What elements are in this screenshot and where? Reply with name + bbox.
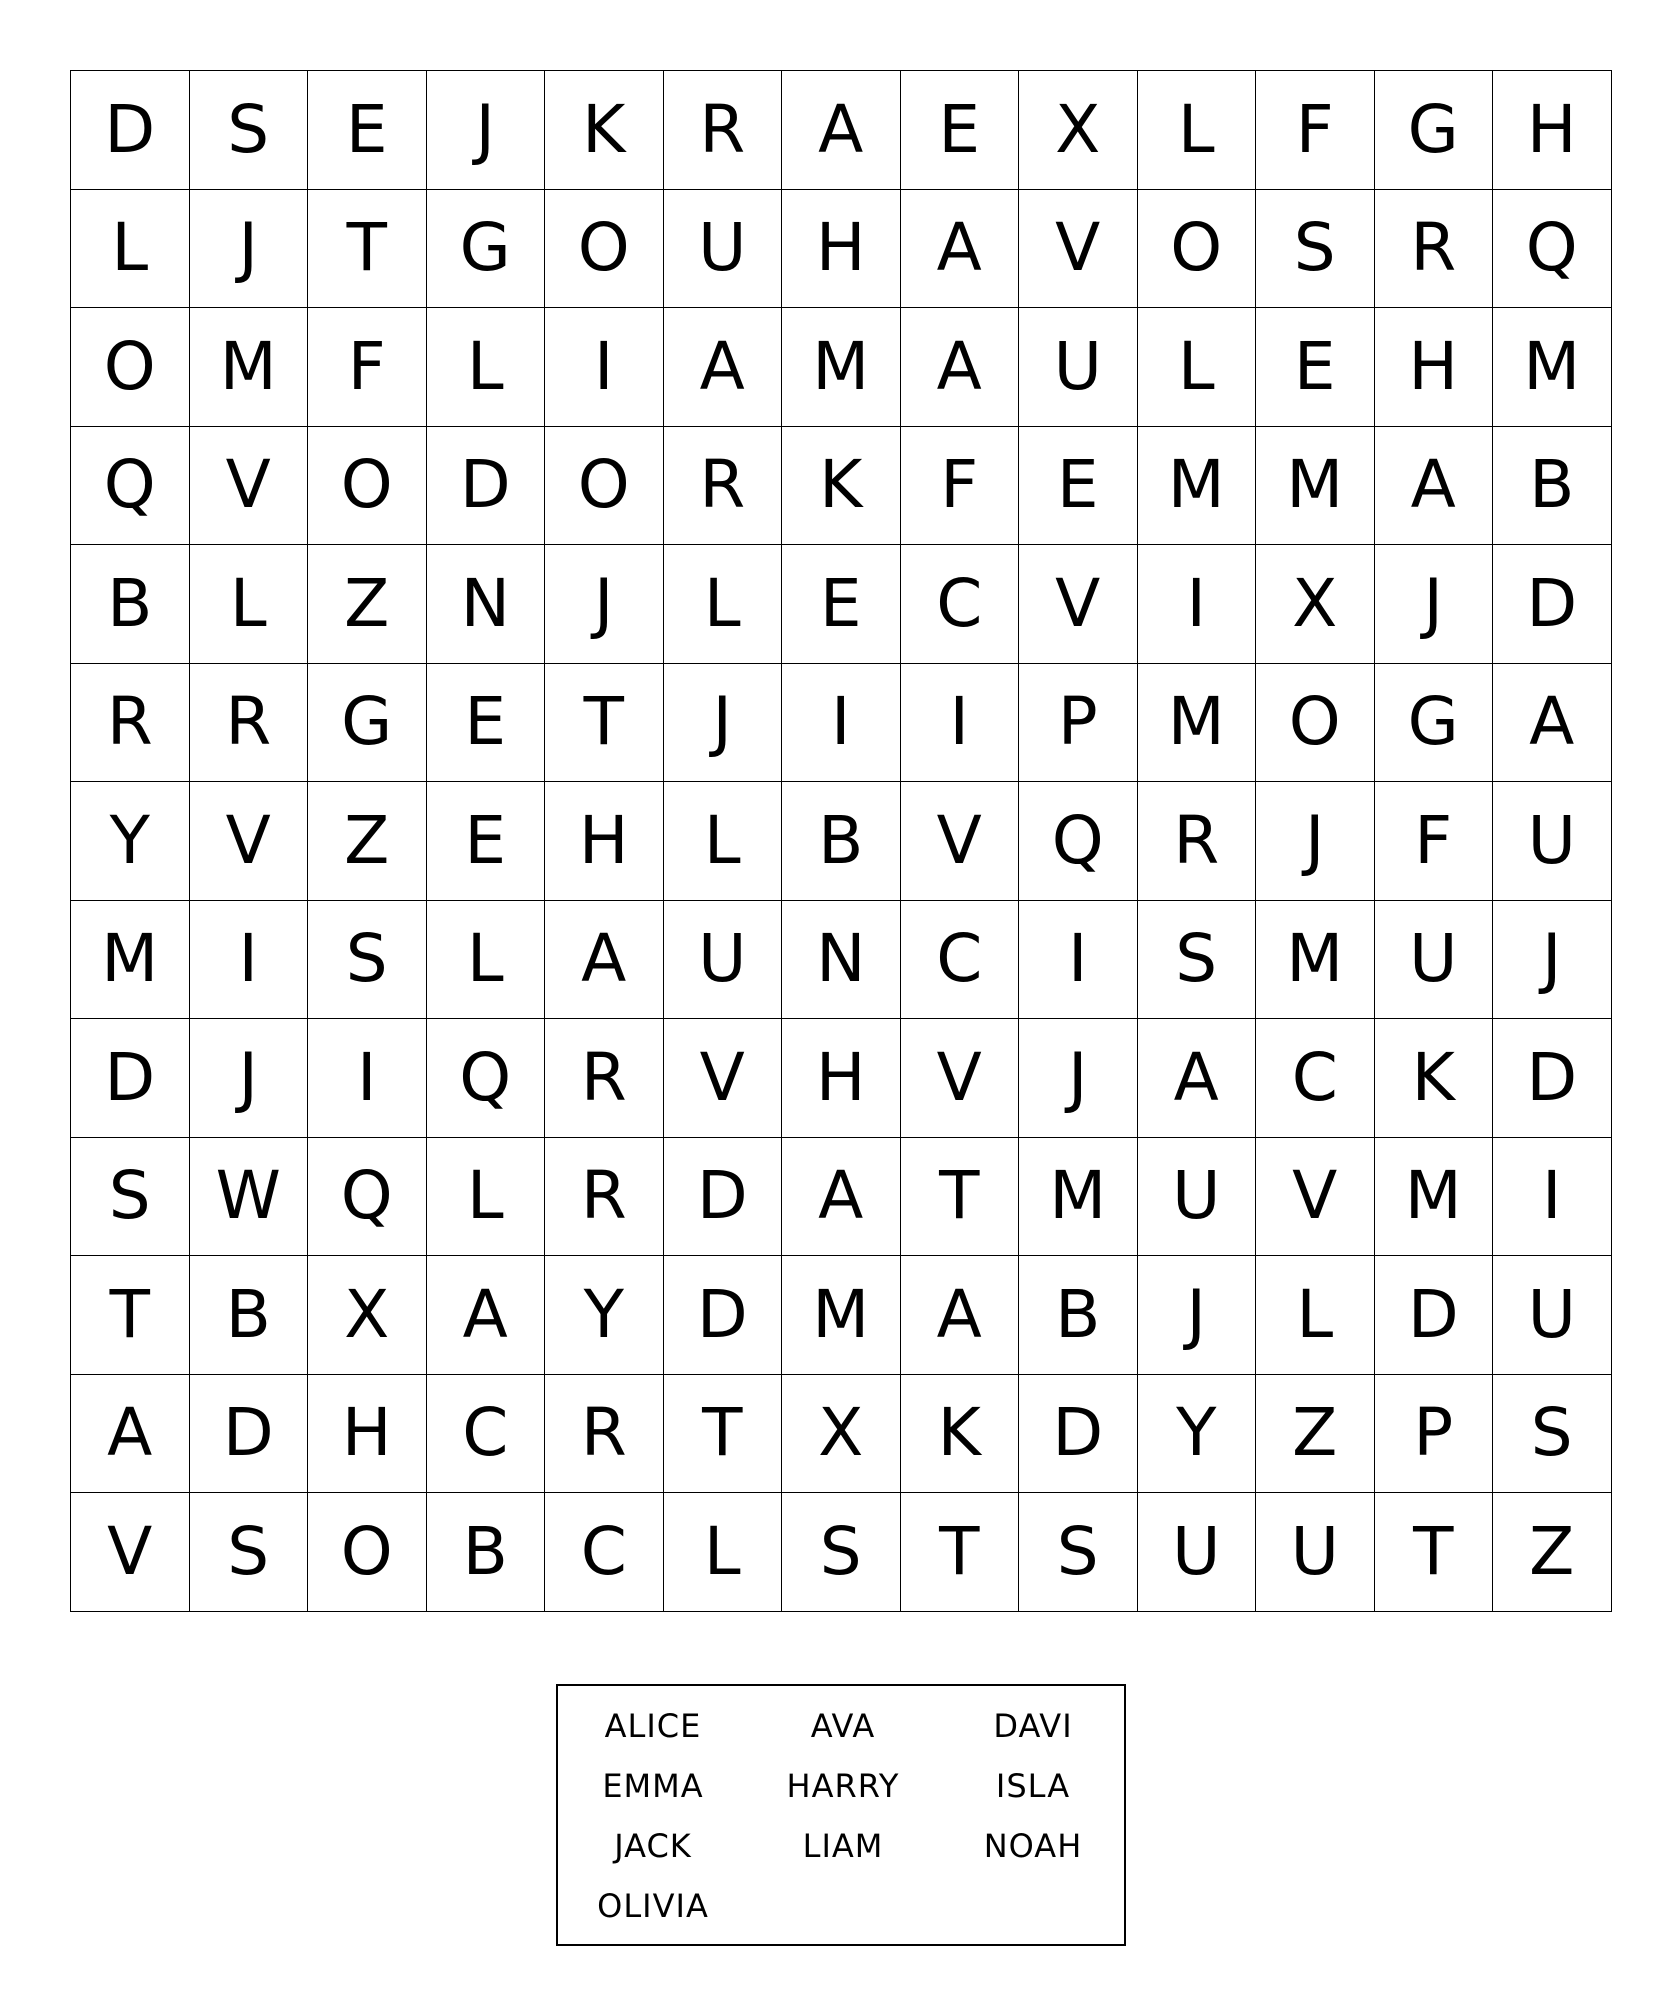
grid-cell[interactable]: Z (1493, 1493, 1612, 1612)
grid-cell[interactable]: L (1138, 71, 1257, 190)
grid-cell[interactable]: H (1375, 308, 1494, 427)
grid-cell[interactable]: C (427, 1375, 546, 1494)
grid-cell[interactable]: I (782, 664, 901, 783)
grid-cell[interactable]: L (1256, 1256, 1375, 1375)
grid-cell[interactable]: K (782, 427, 901, 546)
grid-cell[interactable]: B (71, 545, 190, 664)
grid-cell[interactable]: J (427, 71, 546, 190)
grid-cell[interactable]: F (1256, 71, 1375, 190)
grid-cell[interactable]: R (664, 427, 783, 546)
grid-cell[interactable]: W (190, 1138, 309, 1257)
word-bank-item: DAVI (993, 1707, 1073, 1745)
grid-cell[interactable]: V (1019, 545, 1138, 664)
grid-cell[interactable]: C (1256, 1019, 1375, 1138)
grid-cell[interactable]: A (901, 308, 1020, 427)
grid-cell[interactable]: A (901, 190, 1020, 309)
grid-cell[interactable]: T (1375, 1493, 1494, 1612)
grid-cell[interactable]: M (1138, 427, 1257, 546)
grid-cell[interactable]: B (1019, 1256, 1138, 1375)
grid-cell[interactable]: H (1493, 71, 1612, 190)
grid-cell[interactable]: V (190, 782, 309, 901)
grid-cell[interactable]: T (71, 1256, 190, 1375)
grid-cell[interactable]: E (308, 71, 427, 190)
grid-cell[interactable]: G (1375, 664, 1494, 783)
grid-cell[interactable]: T (308, 190, 427, 309)
grid-cell[interactable]: U (1138, 1493, 1257, 1612)
grid-cell[interactable]: P (1375, 1375, 1494, 1494)
grid-cell[interactable]: E (427, 664, 546, 783)
grid-cell[interactable]: J (1019, 1019, 1138, 1138)
grid-cell[interactable]: D (427, 427, 546, 546)
grid-cell[interactable]: Q (1493, 190, 1612, 309)
grid-cell[interactable]: J (1138, 1256, 1257, 1375)
grid-cell[interactable]: O (1138, 190, 1257, 309)
grid-cell[interactable]: D (1375, 1256, 1494, 1375)
grid-cell[interactable]: Z (308, 545, 427, 664)
grid-cell[interactable]: S (190, 71, 309, 190)
grid-cell[interactable]: L (427, 1138, 546, 1257)
grid-cell[interactable]: Q (71, 427, 190, 546)
grid-cell[interactable]: O (308, 1493, 427, 1612)
grid-cell[interactable]: V (901, 1019, 1020, 1138)
grid-cell[interactable]: R (545, 1019, 664, 1138)
grid-cell[interactable]: X (782, 1375, 901, 1494)
grid-cell[interactable]: K (545, 71, 664, 190)
grid-cell[interactable]: J (545, 545, 664, 664)
grid-cell[interactable]: A (782, 1138, 901, 1257)
grid-cell[interactable]: J (190, 1019, 309, 1138)
grid-cell[interactable]: J (1256, 782, 1375, 901)
grid-cell[interactable]: L (664, 545, 783, 664)
grid-cell[interactable]: M (1256, 901, 1375, 1020)
grid-cell[interactable]: U (664, 901, 783, 1020)
grid-cell[interactable]: I (1138, 545, 1257, 664)
grid-cell[interactable]: R (1375, 190, 1494, 309)
grid-cell[interactable]: P (1019, 664, 1138, 783)
grid-cell[interactable]: D (1019, 1375, 1138, 1494)
grid-cell[interactable]: V (1019, 190, 1138, 309)
grid-cell[interactable]: M (1493, 308, 1612, 427)
grid-cell[interactable]: U (1256, 1493, 1375, 1612)
grid-cell[interactable]: A (427, 1256, 546, 1375)
word-bank-item: OLIVIA (597, 1887, 709, 1925)
grid-cell[interactable]: E (782, 545, 901, 664)
grid-cell[interactable]: J (664, 664, 783, 783)
grid-cell[interactable]: L (427, 308, 546, 427)
grid-cell[interactable]: J (190, 190, 309, 309)
grid-cell[interactable]: B (1493, 427, 1612, 546)
grid-cell[interactable]: M (190, 308, 309, 427)
grid-cell[interactable]: G (1375, 71, 1494, 190)
grid-cell[interactable]: M (1138, 664, 1257, 783)
word-bank (556, 1684, 1126, 1946)
grid-cell[interactable]: Z (308, 782, 427, 901)
grid-cell[interactable]: Q (1019, 782, 1138, 901)
grid-cell[interactable]: S (71, 1138, 190, 1257)
grid-cell[interactable]: F (308, 308, 427, 427)
grid-cell[interactable]: K (901, 1375, 1020, 1494)
grid-cell[interactable]: D (1493, 545, 1612, 664)
grid-cell[interactable]: T (545, 664, 664, 783)
grid-cell[interactable]: B (427, 1493, 546, 1612)
grid-cell[interactable]: X (308, 1256, 427, 1375)
grid-cell[interactable]: A (782, 71, 901, 190)
grid-cell[interactable]: V (1256, 1138, 1375, 1257)
grid-cell[interactable]: L (71, 190, 190, 309)
grid-cell[interactable]: A (664, 308, 783, 427)
grid-cell[interactable]: D (1493, 1019, 1612, 1138)
grid-cell[interactable]: R (545, 1138, 664, 1257)
grid-cell[interactable]: E (1019, 427, 1138, 546)
grid-cell[interactable]: D (664, 1256, 783, 1375)
grid-cell[interactable]: U (664, 190, 783, 309)
grid-cell[interactable]: M (782, 308, 901, 427)
grid-cell[interactable]: O (545, 427, 664, 546)
grid-cell[interactable]: E (427, 782, 546, 901)
grid-cell[interactable]: U (1138, 1138, 1257, 1257)
grid-cell[interactable]: O (545, 190, 664, 309)
grid-cell[interactable]: X (1019, 71, 1138, 190)
word-bank-item: NOAH (983, 1827, 1083, 1865)
grid-cell[interactable]: G (308, 664, 427, 783)
grid-cell[interactable]: T (901, 1138, 1020, 1257)
grid-cell[interactable]: R (1138, 782, 1257, 901)
grid-cell[interactable]: T (901, 1493, 1020, 1612)
grid-cell[interactable]: M (71, 901, 190, 1020)
grid-cell[interactable]: A (1138, 1019, 1257, 1138)
grid-cell[interactable]: M (1019, 1138, 1138, 1257)
grid-cell[interactable]: L (1138, 308, 1257, 427)
grid-cell[interactable]: A (1493, 664, 1612, 783)
grid-cell[interactable]: A (545, 901, 664, 1020)
grid-cell[interactable]: S (782, 1493, 901, 1612)
grid-cell[interactable]: X (1256, 545, 1375, 664)
grid-cell[interactable]: U (1493, 782, 1612, 901)
grid-cell[interactable]: L (190, 545, 309, 664)
grid-cell[interactable]: F (1375, 782, 1494, 901)
word-bank-item: HARRY (786, 1767, 900, 1805)
grid-cell[interactable]: S (1138, 901, 1257, 1020)
grid-cell[interactable]: V (71, 1493, 190, 1612)
word-bank-item: ISLA (995, 1767, 1071, 1805)
grid-cell[interactable]: N (782, 901, 901, 1020)
grid-cell[interactable]: R (545, 1375, 664, 1494)
grid-cell[interactable]: F (901, 427, 1020, 546)
word-bank-item: JACK (614, 1827, 692, 1865)
grid-cell[interactable]: U (1493, 1256, 1612, 1375)
grid-cell[interactable]: H (545, 782, 664, 901)
grid-cell[interactable]: C (901, 545, 1020, 664)
grid-cell[interactable]: A (1375, 427, 1494, 546)
grid-cell[interactable]: I (901, 664, 1020, 783)
grid-cell[interactable]: L (664, 1493, 783, 1612)
grid-cell[interactable]: V (664, 1019, 783, 1138)
grid-cell[interactable]: Y (545, 1256, 664, 1375)
grid-cell[interactable]: D (71, 1019, 190, 1138)
word-bank-item: ALICE (604, 1707, 702, 1745)
grid-cell[interactable]: S (308, 901, 427, 1020)
grid-cell[interactable]: I (545, 308, 664, 427)
grid-cell[interactable]: M (782, 1256, 901, 1375)
grid-cell[interactable]: O (1256, 664, 1375, 783)
grid-cell[interactable]: I (190, 901, 309, 1020)
grid-cell[interactable]: Y (71, 782, 190, 901)
grid-cell[interactable]: D (71, 71, 190, 190)
grid-cell[interactable]: H (782, 1019, 901, 1138)
grid-cell[interactable]: U (1375, 901, 1494, 1020)
grid-cell[interactable]: E (901, 71, 1020, 190)
grid-cell[interactable]: E (1256, 308, 1375, 427)
grid-cell[interactable]: B (782, 782, 901, 901)
grid-cell[interactable]: J (1493, 901, 1612, 1020)
grid-cell[interactable]: Q (308, 1138, 427, 1257)
grid-cell[interactable]: H (782, 190, 901, 309)
grid-cell[interactable]: B (190, 1256, 309, 1375)
grid-cell[interactable]: S (1019, 1493, 1138, 1612)
grid-cell[interactable]: R (71, 664, 190, 783)
grid-cell[interactable]: Q (427, 1019, 546, 1138)
grid-cell[interactable]: S (1256, 190, 1375, 309)
grid-cell[interactable]: L (664, 782, 783, 901)
grid-cell[interactable]: K (1375, 1019, 1494, 1138)
word-bank-item: AVA (810, 1707, 876, 1745)
word-search-grid (70, 70, 1612, 1612)
grid-cell[interactable]: I (308, 1019, 427, 1138)
grid-cell[interactable]: L (427, 901, 546, 1020)
grid-cell[interactable]: J (1375, 545, 1494, 664)
grid-cell[interactable]: R (664, 71, 783, 190)
grid-cell[interactable]: M (1375, 1138, 1494, 1257)
grid-cell[interactable]: I (1019, 901, 1138, 1020)
grid-cell[interactable]: M (1256, 427, 1375, 546)
grid-cell[interactable]: S (1493, 1375, 1612, 1494)
word-bank-item: LIAM (802, 1827, 884, 1865)
grid-cell[interactable]: S (190, 1493, 309, 1612)
grid-cell[interactable]: U (1019, 308, 1138, 427)
grid-cell[interactable]: G (427, 190, 546, 309)
grid-cell[interactable]: V (901, 782, 1020, 901)
grid-cell[interactable]: T (664, 1375, 783, 1494)
grid-cell[interactable]: N (427, 545, 546, 664)
grid-cell[interactable]: D (190, 1375, 309, 1494)
grid-cell[interactable]: H (308, 1375, 427, 1494)
grid-cell[interactable]: C (901, 901, 1020, 1020)
grid-cell[interactable]: D (664, 1138, 783, 1257)
grid-cell[interactable]: O (308, 427, 427, 546)
word-bank-item: EMMA (602, 1767, 704, 1805)
grid-cell[interactable]: A (71, 1375, 190, 1494)
grid-cell[interactable]: I (1493, 1138, 1612, 1257)
grid-cell[interactable]: A (901, 1256, 1020, 1375)
grid-cell[interactable]: R (190, 664, 309, 783)
grid-cell[interactable]: Y (1138, 1375, 1257, 1494)
grid-cell[interactable]: V (190, 427, 309, 546)
grid-cell[interactable]: Z (1256, 1375, 1375, 1494)
grid-cell[interactable]: C (545, 1493, 664, 1612)
grid-cell[interactable]: O (71, 308, 190, 427)
